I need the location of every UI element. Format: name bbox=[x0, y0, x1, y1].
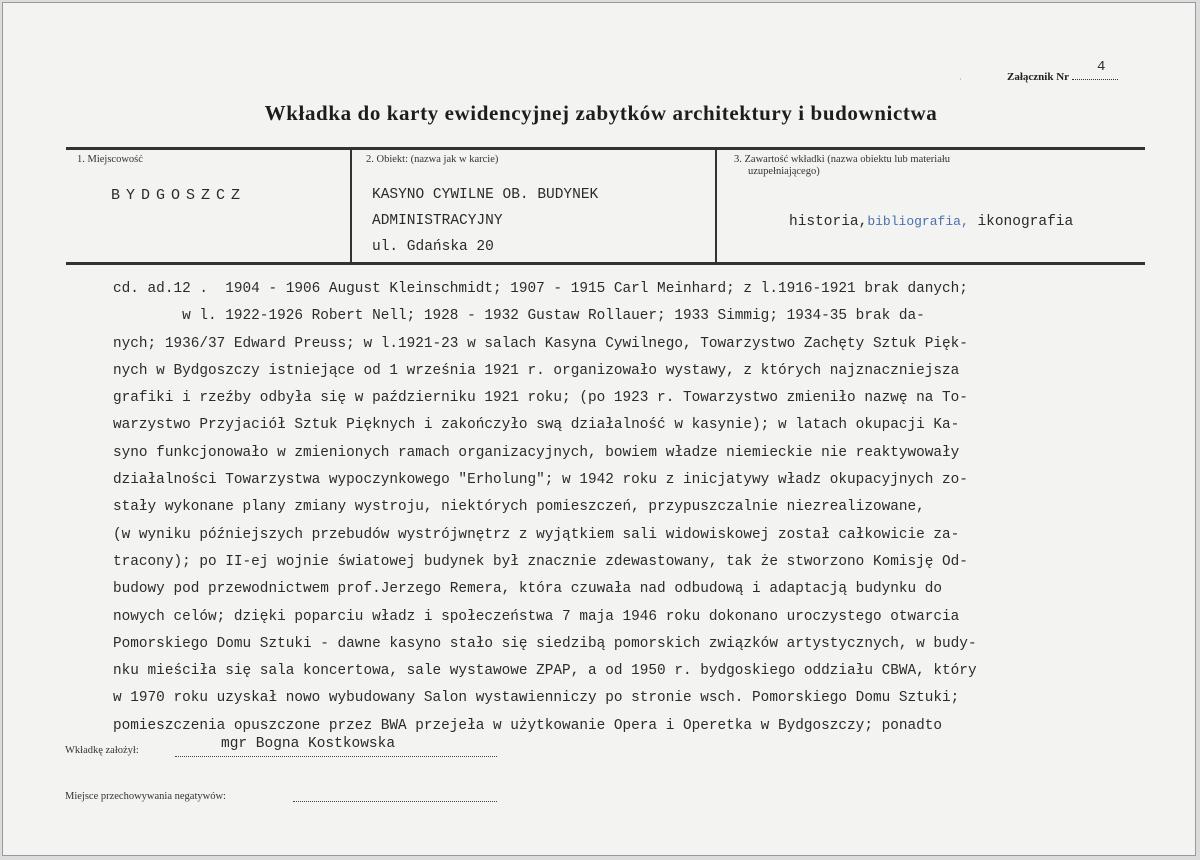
contents-history: historia, bbox=[789, 214, 868, 230]
contents-label-line-2: uzupełniającego) bbox=[748, 166, 820, 177]
object-label: 2. Obiekt: (nazwa jak w karcie) bbox=[366, 154, 499, 165]
object-line-2: ADMINISTRACYJNY bbox=[372, 213, 503, 229]
object-line-1: KASYNO CYWILNE OB. BUDYNEK bbox=[372, 187, 599, 203]
column-divider-2 bbox=[715, 150, 717, 262]
contents-value bbox=[789, 214, 1073, 230]
attachment-dotted-line bbox=[1072, 69, 1118, 80]
text-line: nych w Bydgoszczy istniejące od 1 września 1921 r. organizowało wystawy, z których najznaczniejsza bbox=[113, 362, 960, 379]
text-line: pomieszczenia opuszczone przez BWA przejeła w użytkowanie Opera i Operetka w Bydgoszczy; ponadto bbox=[113, 717, 943, 734]
contents-bibliography: bibliografia, bbox=[867, 214, 969, 229]
column-divider-1 bbox=[350, 150, 352, 262]
text-line: tracony); po II-ej wojnie światowej budynek był znacznie zdewastowany, tak że stworzono Komisję Od- bbox=[113, 553, 968, 570]
contents-iconography: ikonografia bbox=[968, 214, 1074, 230]
locality-value: BYDGOSZCZ bbox=[111, 187, 247, 204]
contents-label-line-1: 3. Zawartość wkładki (nazwa obiektu lub materiału bbox=[734, 154, 951, 165]
text-line: działalności Towarzystwa wypoczynkowego "Erholung"; w 1942 roku z inicjatywy władz okupacyjnych zo- bbox=[113, 472, 968, 489]
text-line: stały wykonane plany zmiany wystroju, niektórych pomieszczeń, przypuszczalnie niezrealizowane, bbox=[113, 499, 925, 516]
creator-dotted-line bbox=[175, 756, 497, 757]
attachment-number-field bbox=[1007, 59, 1118, 83]
text-line: nowych celów; dzięki poparciu władz i społeczeństwa 7 maja 1946 roku dokonano uroczystego otwarcia bbox=[113, 608, 960, 625]
text-line: warzystwo Przyjaciół Sztuk Pięknych i zakończyło swą działalność w kasynie); w latach okupacji Ka- bbox=[113, 417, 960, 434]
object-line-3: ul. Gdańska 20 bbox=[372, 239, 494, 255]
text-line: grafiki i rzeźby odbyła się w październiku 1921 roku; (po 1923 r. Towarzystwo zmieniło nazwę na To- bbox=[113, 390, 968, 407]
text-line: nku mieściła się sala koncertowa, sale wystawowe ZPAP, a od 1950 r. bydgoskiego oddziału CBWA, który bbox=[113, 663, 977, 680]
text-line: syno funkcjonowało w zmienionych ramach organizacyjnych, bowiem władze niemieckie nie reaktywowały bbox=[113, 444, 960, 461]
speck-mark: · bbox=[959, 75, 962, 84]
text-line: cd. ad.12 . 1904 - 1906 August Kleinschmidt; 1907 - 1915 Carl Meinhard; z l.1916-1921 brak danych; bbox=[113, 281, 968, 297]
attachment-number: 4 bbox=[1097, 59, 1106, 75]
text-line: budowy pod przewodnictwem prof.Jerzego Remera, która czuwała nad odbudową i adaptacją budynku do bbox=[113, 581, 943, 598]
table-bottom-rule bbox=[66, 262, 1145, 265]
inventory-card-insert bbox=[2, 2, 1196, 856]
text-line: w 1970 roku uzyskał nowo wybudowany Salon wystawienniczy po stronie wsch. Pomorskiego Domu Sztuki; bbox=[113, 690, 960, 707]
text-line: w l. 1922-1926 Robert Nell; 1928 - 1932 Gustaw Rollauer; 1933 Simmig; 1934-35 brak da- bbox=[113, 308, 925, 325]
creator-label: Wkładkę założył: bbox=[65, 745, 139, 756]
negatives-label: Miejsce przechowywania negatywów: bbox=[65, 791, 226, 802]
creator-value: mgr Bogna Kostkowska bbox=[221, 736, 396, 752]
negatives-dotted-line bbox=[293, 801, 497, 802]
contents-label bbox=[734, 154, 950, 178]
text-line: nych; 1936/37 Edward Preuss; w l.1921-23 w salach Kasyna Cywilnego, Towarzystwo Zachęty Sztuk Pięk- bbox=[113, 335, 968, 352]
text-line: Pomorskiego Domu Sztuki - dawne kasyno stało się siedzibą pomorskich związków artystycznych, w budy- bbox=[113, 635, 977, 652]
table-top-rule bbox=[66, 147, 1145, 150]
attachment-label: Załącznik Nr bbox=[1007, 71, 1069, 83]
locality-label: 1. Miejscowość bbox=[77, 154, 143, 165]
page-title: Wkładka do karty ewidencyjnej zabytków architektury i budownictwa bbox=[264, 101, 938, 125]
text-line: (w wyniku późniejszych przebudów wystrójwnętrz z wyjątkiem sali widowiskowej został całkowicie za- bbox=[113, 526, 960, 543]
history-text bbox=[113, 276, 977, 740]
